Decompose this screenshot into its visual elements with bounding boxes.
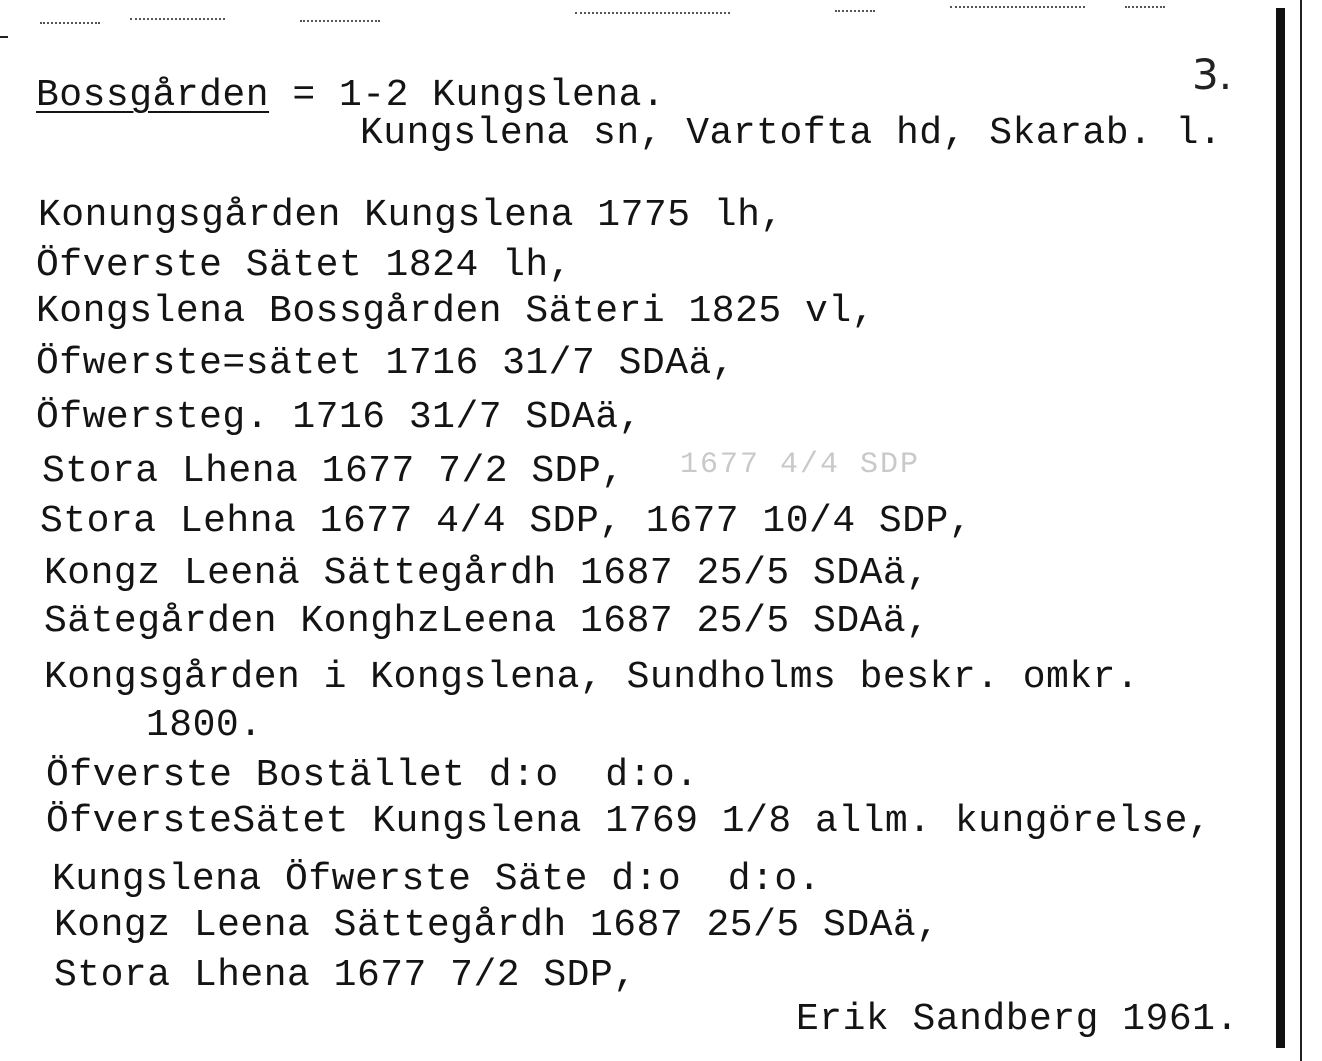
entry-line: Öfwersteg. 1716 31/7 SDAä, [36,396,642,439]
entry-line: Stora Lehna 1677 4/4 SDP, 1677 10/4 SDP, [40,500,973,543]
entry-line: ÖfversteSätet Kungslena 1769 1/8 allm. kungörelse, [46,800,1212,843]
scan-dash [835,10,875,12]
page-number: 3. [1192,50,1233,99]
header-line [36,76,665,116]
entry-line: Sätegården KonghzLeena 1687 25/5 SDAä, [44,600,930,643]
scan-dash [300,20,380,22]
entry-line: Kongsgården i Kongslena, Sundholms beskr. omkr. [44,656,1140,699]
entry-line: Stora Lhena 1677 7/2 SDP, [42,450,625,493]
entry-line: Kongz Leena Sättegårdh 1687 25/5 SDAä, [54,904,940,947]
faint-overprint: 1677 4/4 SDP [680,448,921,482]
entry-line: Kongz Leenä Sättegårdh 1687 25/5 SDAä, [44,552,930,595]
place-title: Bossgården [36,74,270,117]
card-edge-line [1300,0,1302,1061]
scan-mark [0,36,8,38]
entry-line: Stora Lhena 1677 7/2 SDP, [54,954,637,997]
scan-dash [1125,6,1165,8]
place-equivalence: = 1-2 Kungslena. [269,74,666,117]
entry-line: Konungsgården Kungslena 1775 lh, [38,194,784,237]
scan-dash [40,22,100,24]
entry-line: Öfverste Sätet 1824 lh, [36,244,572,287]
scan-dash [575,12,730,14]
entry-line: Öfwerste=sätet 1716 31/7 SDAä, [36,342,736,385]
entry-line: Öfverste Bostället d:o d:o. [46,754,699,797]
scan-dash [950,6,1085,8]
place-location: Kungslena sn, Vartofta hd, Skarab. l. [360,112,1223,155]
entry-line: Kungslena Öfwerste Säte d:o d:o. [52,858,822,901]
signature: Erik Sandberg 1961. [796,998,1239,1041]
entry-line: Kongslena Bossgården Säteri 1825 vl, [36,290,875,333]
scan-dash [130,18,225,20]
entry-line-continuation: 1800. [146,704,263,747]
card-edge-shadow [1276,8,1285,1048]
